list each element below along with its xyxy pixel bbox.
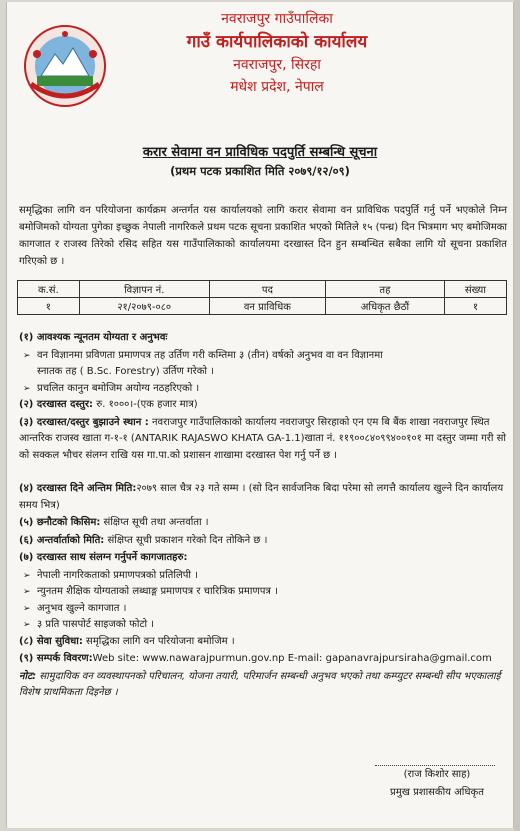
office-name: गाउँ कार्यपालिकाको कार्यालय bbox=[186, 32, 368, 52]
section-text: रु. १०००।-(एक हजार मात्र) bbox=[93, 399, 198, 410]
section-label: (८) सेवा सुविधा: bbox=[19, 635, 83, 647]
section-text: नवराजपुर गाउँपालिकाको कार्यालय नवराजपुर सिरहाको एन एम बि बैंक शाखा नवराजपुर स्थित आन्तरिक राजस्व खाता ग-१-१ (ANTARIK RAJASWO KHATA GA-1.1)खाता नं. ११९००८४०९९४००१०१ मा दस्तुर जम्मा गरी सो को सक्कल भौचर संलग्न राखि यस गा.पा.को प्रशासन शाखामा दरखास्त पेश गर्नु पर्ने छ । bbox=[19, 416, 506, 461]
province-country: मधेश प्रदेश, नेपाल bbox=[230, 79, 324, 95]
table-header: तह bbox=[326, 281, 445, 298]
nepal-emblem-icon bbox=[23, 24, 107, 108]
list-item bbox=[19, 348, 509, 365]
table-header: विज्ञापन नं. bbox=[79, 281, 209, 298]
section-documents bbox=[19, 550, 509, 567]
section-label: (२) दरखास्त दस्तुर: bbox=[19, 399, 94, 410]
section-note bbox=[19, 669, 509, 702]
list-item-text: ३ प्रति पासपोर्ट साइजको फोटो । bbox=[37, 619, 155, 630]
list-item-text: अनुभव खुल्ने कागजात । bbox=[37, 602, 127, 614]
table-cell: १ bbox=[18, 298, 80, 315]
table-cell: वन प्राविधिक bbox=[209, 298, 325, 315]
list-item bbox=[19, 617, 509, 634]
office-title-block bbox=[127, 8, 427, 98]
section-qualification bbox=[19, 330, 509, 347]
section-benefits bbox=[19, 634, 509, 651]
office-address: नवराजपुर, सिरहा bbox=[233, 57, 321, 73]
section-label: (३) दरखास्त/दस्तुर बुझाउने स्थान : bbox=[19, 416, 149, 428]
section-label: (४) दरखास्त दिने अन्तिम मिति: bbox=[19, 483, 137, 494]
notice-page bbox=[6, 2, 514, 828]
notice-subtitle: (प्रथम पटक प्रकाशित मिति २०७९/१२/०९) bbox=[170, 164, 350, 178]
list-item bbox=[19, 381, 509, 398]
table-header-row bbox=[18, 281, 507, 298]
list-item bbox=[19, 584, 509, 601]
list-item-text: नेपाली नागरिकताको प्रमाणपत्रको प्रतिलिपी । bbox=[37, 569, 198, 581]
vacancy-table bbox=[17, 280, 507, 315]
spacer bbox=[19, 465, 509, 481]
signature-line bbox=[375, 754, 495, 766]
signatory-title: प्रमुख प्रशासकीय अधिकृत bbox=[390, 787, 484, 798]
section-label: (९) सम्पर्क विवरण: bbox=[19, 653, 93, 664]
notice-sections bbox=[19, 330, 509, 703]
list-item-text: वन विज्ञानमा प्रविणता प्रमाणपत्र तह उर्तिण गरी कम्तिमा ३ (तीन) वर्षको अनुभव वा वन विज्ञानमा bbox=[37, 349, 383, 361]
list-item bbox=[19, 568, 509, 585]
list-item-continuation: स्नातक तह ( B.Sc. Forestry) उर्तिण गरेको । bbox=[37, 366, 214, 377]
section-interview-date bbox=[19, 533, 509, 550]
section-text: २०७९ साल चैत्र २३ गते सम्म । (सो दिन सार्वजनिक बिदा परेमा सो लगत्तै कार्यालय खुल्ने दिन कार्यालय समय भित्र) bbox=[19, 483, 504, 511]
municipality-name: नवराजपुर गाउँपालिका bbox=[221, 11, 333, 27]
table-header: पद bbox=[209, 281, 325, 298]
section-text: संक्षिप्त सूची तथा अन्तर्वाता । bbox=[100, 517, 209, 528]
notice-heading bbox=[7, 144, 513, 180]
section-submission-place bbox=[19, 415, 509, 465]
list-item bbox=[19, 601, 509, 618]
letterhead bbox=[7, 2, 513, 122]
table-header: संख्या bbox=[444, 281, 506, 298]
section-text: समृद्धिका लागि वन परियोजना बमोजिम । bbox=[82, 635, 235, 647]
signature-block bbox=[367, 754, 507, 802]
list-item-text: न्युनतम शैक्षिक योग्यताको लब्धाङ्ग प्रमाणपत्र र चारित्रिक प्रमाणपत्र । bbox=[37, 586, 278, 597]
section-label: (५) छनौटको किसिम: bbox=[19, 517, 101, 528]
table-header: क.सं. bbox=[18, 281, 80, 298]
section-label: (६) अन्तर्वार्ताको मिति: bbox=[19, 534, 105, 546]
note-label: नोट: bbox=[19, 670, 37, 682]
section-fee bbox=[19, 397, 509, 414]
contact-details: Web site: www.nawarajpurmun.gov.np E-mail: gapanavrajpursiraha@gmail.com bbox=[92, 653, 492, 664]
notice-title: करार सेवामा वन प्राविधिक पदपुर्ति सम्बन्धि सूचना bbox=[142, 145, 378, 160]
section-selection bbox=[19, 515, 509, 532]
signatory-name: (राज किशोर साह) bbox=[403, 769, 471, 780]
table-cell: अधिकृत छैठौं bbox=[326, 298, 445, 315]
scrollbar[interactable] bbox=[514, 0, 520, 831]
table-cell: १ bbox=[444, 298, 506, 315]
section-title: (१) आवश्यक न्यूनतम योग्यता र अनुभवः bbox=[19, 332, 168, 343]
table-cell: २१/२०७९-०८० bbox=[79, 298, 209, 315]
table-row bbox=[18, 298, 507, 315]
list-item-text: प्रचलित कानुन बमोजिम अयोग्य नठहरिएको । bbox=[37, 382, 200, 394]
section-contact bbox=[19, 651, 509, 668]
intro-paragraph: समृद्धिका लागि वन परियोजना कार्यक्रम अन्तर्गत यस कार्यालयको लागि करार सेवामा वन प्राविधिक पदपुर्ति गर्नु पर्ने भएकोले निम्न बमोजिमको योग्यता पुगेका इच्छुक नेपाली नागरिकले प्रथम पटक सूचना प्रकाशित भएको मितिले १५ (पन्ध्र) दिन भित्रमाग भए बमोजिमका कागजात र राजस्व तिरेको रसिद सहित यस गाउँपालिकाको कार्यालयमा दरखास्त दिन हुन सम्बन्धित सबैका लागि यो सूचना प्रकाशित गरिएको छ । bbox=[19, 205, 507, 267]
note-text: सामुदायिक वन व्यवस्थापनको परिचालन, योजना तयारी, परिमार्जन सम्बन्धी अनुभव भएको तथा कम्प्युटर सम्बन्धी सीप भएकालाई विशेष प्राथमिकता दिइनेछ । bbox=[19, 670, 501, 698]
section-title: (७) दरखास्त साथ संलग्न गर्नुपर्ने कागजातहरु: bbox=[19, 552, 188, 563]
section-text: संक्षिप्त सूची प्रकाशन गरेको दिन तोकिने छ । bbox=[104, 534, 268, 546]
section-deadline bbox=[19, 481, 509, 514]
